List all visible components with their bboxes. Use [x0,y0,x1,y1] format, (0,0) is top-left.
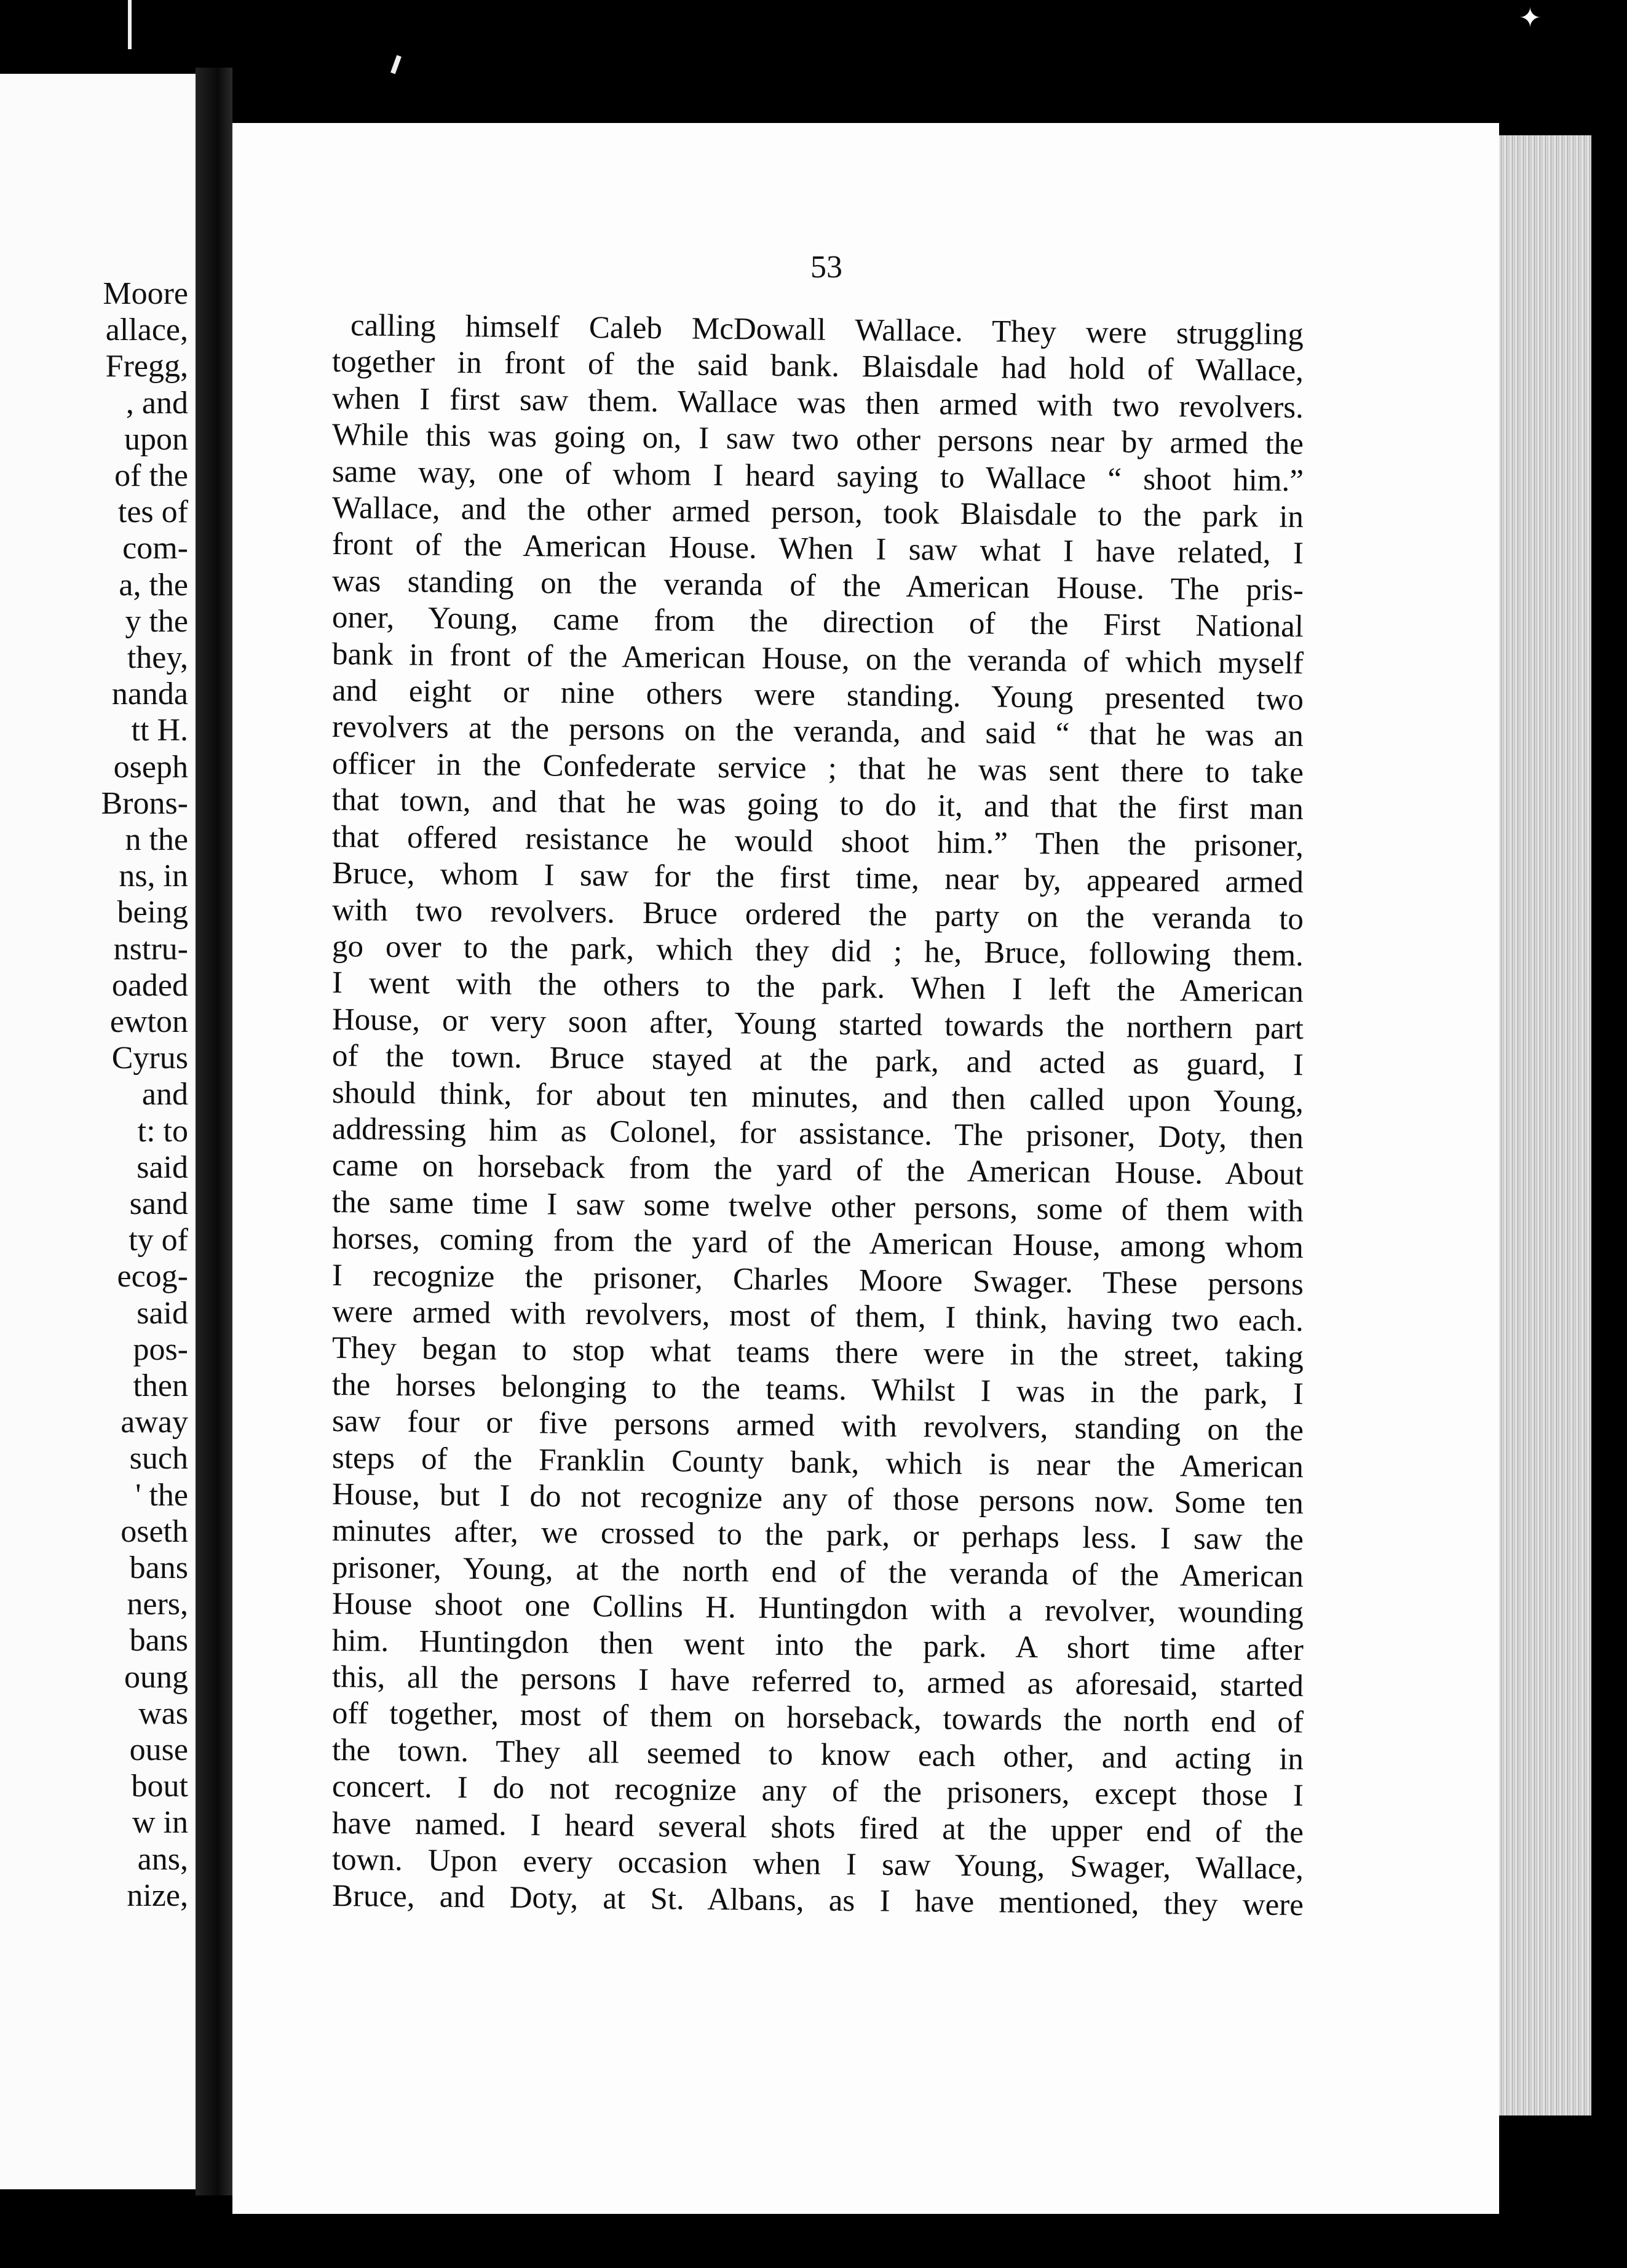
facing-page-text-fragment: ouse [129,1732,188,1767]
facing-page-text-fragment: they, [127,640,188,675]
facing-page-text-fragment: was [138,1695,188,1731]
body-text-line: House, or very soon after, Young started towards the northern part [331,1002,1304,1046]
facing-page-text-fragment: ans, [137,1841,188,1877]
facing-page-text-fragment: ty of [129,1223,188,1258]
facing-page-text-fragment: allace, [105,312,188,348]
body-text-line: saw four or five persons armed with revolvers, standing on the [331,1404,1304,1448]
facing-page-text-fragment: bout [131,1769,188,1804]
facing-page-left [0,74,196,2189]
body-text-line: was standing on the veranda of the American House. The pris- [331,563,1304,608]
facing-page-text-fragment: t: to [137,1113,188,1149]
body-text-line: came on horseback from the yard of the American House. About [331,1148,1304,1192]
body-text-line: bank in front of the American House, on the veranda of which myself [331,636,1304,681]
body-text-line: of the town. Bruce stayed at the park, and acted as guard, I [331,1039,1304,1083]
body-text-line: front of the American House. When I saw what I have related, I [331,527,1304,571]
body-text-line: House, but I do not recognize any of those persons now. Some ten [331,1477,1304,1521]
body-text-line: oner, Young, came from the direction of the First National [331,600,1304,644]
body-text-line: together in front of the said bank. Blaisdale had hold of Wallace, [331,344,1304,389]
facing-page-text-fragment: Fregg, [105,349,188,384]
scan-speck [128,0,132,49]
body-text-line: I recognize the prisoner, Charles Moore Swager. These persons [331,1258,1304,1302]
facing-page-text-fragment: ns, in [119,858,188,894]
facing-page-text-fragment: tt H. [131,713,188,748]
facing-page-text-fragment: of the [114,458,188,493]
body-text-line: and eight or nine others were standing. Young presented two [331,673,1304,718]
facing-page-text-fragment: oseph [113,749,188,785]
facing-page-text-fragment: such [129,1441,188,1477]
facing-page-text-fragment: and [141,1077,188,1112]
facing-page-text-fragment: n the [125,822,188,857]
body-text-line: Bruce, whom I saw for the first time, near by, appeared armed [331,856,1304,900]
body-text-line: should think, for about ten minutes, and then called upon Young, [331,1075,1304,1119]
body-text-line: same way, one of whom I heard saying to Wallace “ shoot him.” [331,454,1304,498]
facing-page-text-fragment: bans [129,1550,188,1585]
body-text-line: Bruce, and Doty, at St. Albans, as I have mentioned, they were [331,1879,1304,1923]
body-text-line: They began to stop what teams there were in the street, taking [331,1331,1304,1375]
scan-speck [390,55,402,74]
body-text-line: officer in the Confederate service ; that he was sent there to take [331,746,1304,791]
facing-page-text-fragment: oaded [111,967,188,1003]
scan-corner-mark: ✦ [1519,3,1542,33]
body-text-line: that town, and that he was going to do it, and that the first man [331,783,1304,827]
facing-page-text-fragment: Moore [103,276,188,311]
facing-page-text-fragment: y the [125,603,188,639]
facing-page-text-fragment: ewton [109,1004,188,1039]
body-text-line: with two revolvers. Bruce ordered the party on the veranda to [331,892,1304,937]
body-text-line: him. Huntingdon then went into the park. A short time after [331,1623,1304,1667]
body-text-line: addressing him as Colonel, for assistance. The prisoner, Doty, then [331,1111,1304,1156]
body-text-line: town. Upon every occasion when I saw Young, Swager, Wallace, [331,1842,1304,1887]
body-text-line: calling himself Caleb McDowall Wallace. They were struggling [350,308,1304,352]
facing-page-text-fragment: tes of [117,494,188,530]
facing-page-text-fragment: a, the [119,567,188,603]
body-text-line: off together, most of them on horseback, towards the north end of [331,1696,1304,1740]
page-number: 53 [810,250,842,285]
body-text-line: the horses belonging to the teams. Whilst I was in the park, I [331,1367,1304,1411]
book-gutter [196,68,232,2195]
body-text-line: House shoot one Collins H. Huntingdon with a revolver, wounding [331,1587,1304,1631]
body-text-line: revolvers at the persons on the veranda, and said “ that he was an [331,710,1304,754]
facing-page-text-fragment: Brons- [101,785,188,821]
facing-page-text-fragment: com- [122,531,188,566]
facing-page-text-fragment: ners, [127,1587,188,1622]
body-text-line: concert. I do not recognize any of the prisoners, except those I [331,1769,1304,1814]
body-text-line: While this was going on, I saw two other persons near by armed the [331,418,1304,462]
body-text-line: have named. I heard several shots fired at the upper end of the [331,1806,1304,1850]
facing-page-text-fragment: , and [125,385,188,421]
body-text-line: Wallace, and the other armed person, took Blaisdale to the park in [331,491,1304,535]
facing-page-text-fragment: ' the [135,1477,188,1513]
body-text-line: that offered resistance he would shoot him.” Then the prisoner, [331,819,1304,863]
facing-page-text-fragment: nstru- [113,931,188,967]
body-text-line: were armed with revolvers, most of them, I think, having two each. [331,1294,1304,1339]
body-text-line: steps of the Franklin County bank, which is near the American [331,1440,1304,1485]
body-text-line: I went with the others to the park. When I left the American [331,965,1304,1010]
facing-page-text-fragment: bans [129,1623,188,1659]
body-text-line: go over to the park, which they did ; he, Bruce, following them. [331,929,1304,973]
page-body-text [331,307,1304,1923]
page-edges [1499,135,1591,2115]
body-text-line: the same time I saw some twelve other persons, some of them with [331,1184,1304,1229]
body-text-line: the town. They all seemed to know each other, and acting in [331,1732,1304,1777]
facing-page-text-fragment: then [133,1368,188,1403]
facing-page-text-fragment: away [121,1405,188,1440]
facing-page-text-fragment: Cyrus [111,1041,188,1076]
body-text-line: minutes after, we crossed to the park, or perhaps less. I saw the [331,1513,1304,1558]
facing-page-text-fragment: w in [132,1805,188,1841]
facing-page-text-fragment: ecog- [117,1259,188,1295]
facing-page-text-fragment: said [137,1149,188,1185]
facing-page-text-fragment: oung [124,1659,188,1695]
facing-page-text-fragment: nanda [111,676,188,712]
body-text-line: horses, coming from the yard of the American House, among whom [331,1221,1304,1266]
facing-page-text-fragment: oseth [121,1513,188,1549]
facing-page-text-fragment: sand [129,1186,188,1221]
body-text-line: prisoner, Young, at the north end of the veranda of the American [331,1550,1304,1594]
body-text-line: this, all the persons I have referred to, armed as aforesaid, started [331,1660,1304,1704]
facing-page-text-fragment: upon [124,421,188,457]
facing-page-text-fragment: being [117,895,188,930]
body-text-line: when I first saw them. Wallace was then armed with two revolvers. [331,381,1304,425]
facing-page-text-fragment: said [137,1295,188,1331]
facing-page-text-fragment: nize, [127,1877,188,1913]
facing-page-text-fragment: pos- [133,1331,188,1367]
